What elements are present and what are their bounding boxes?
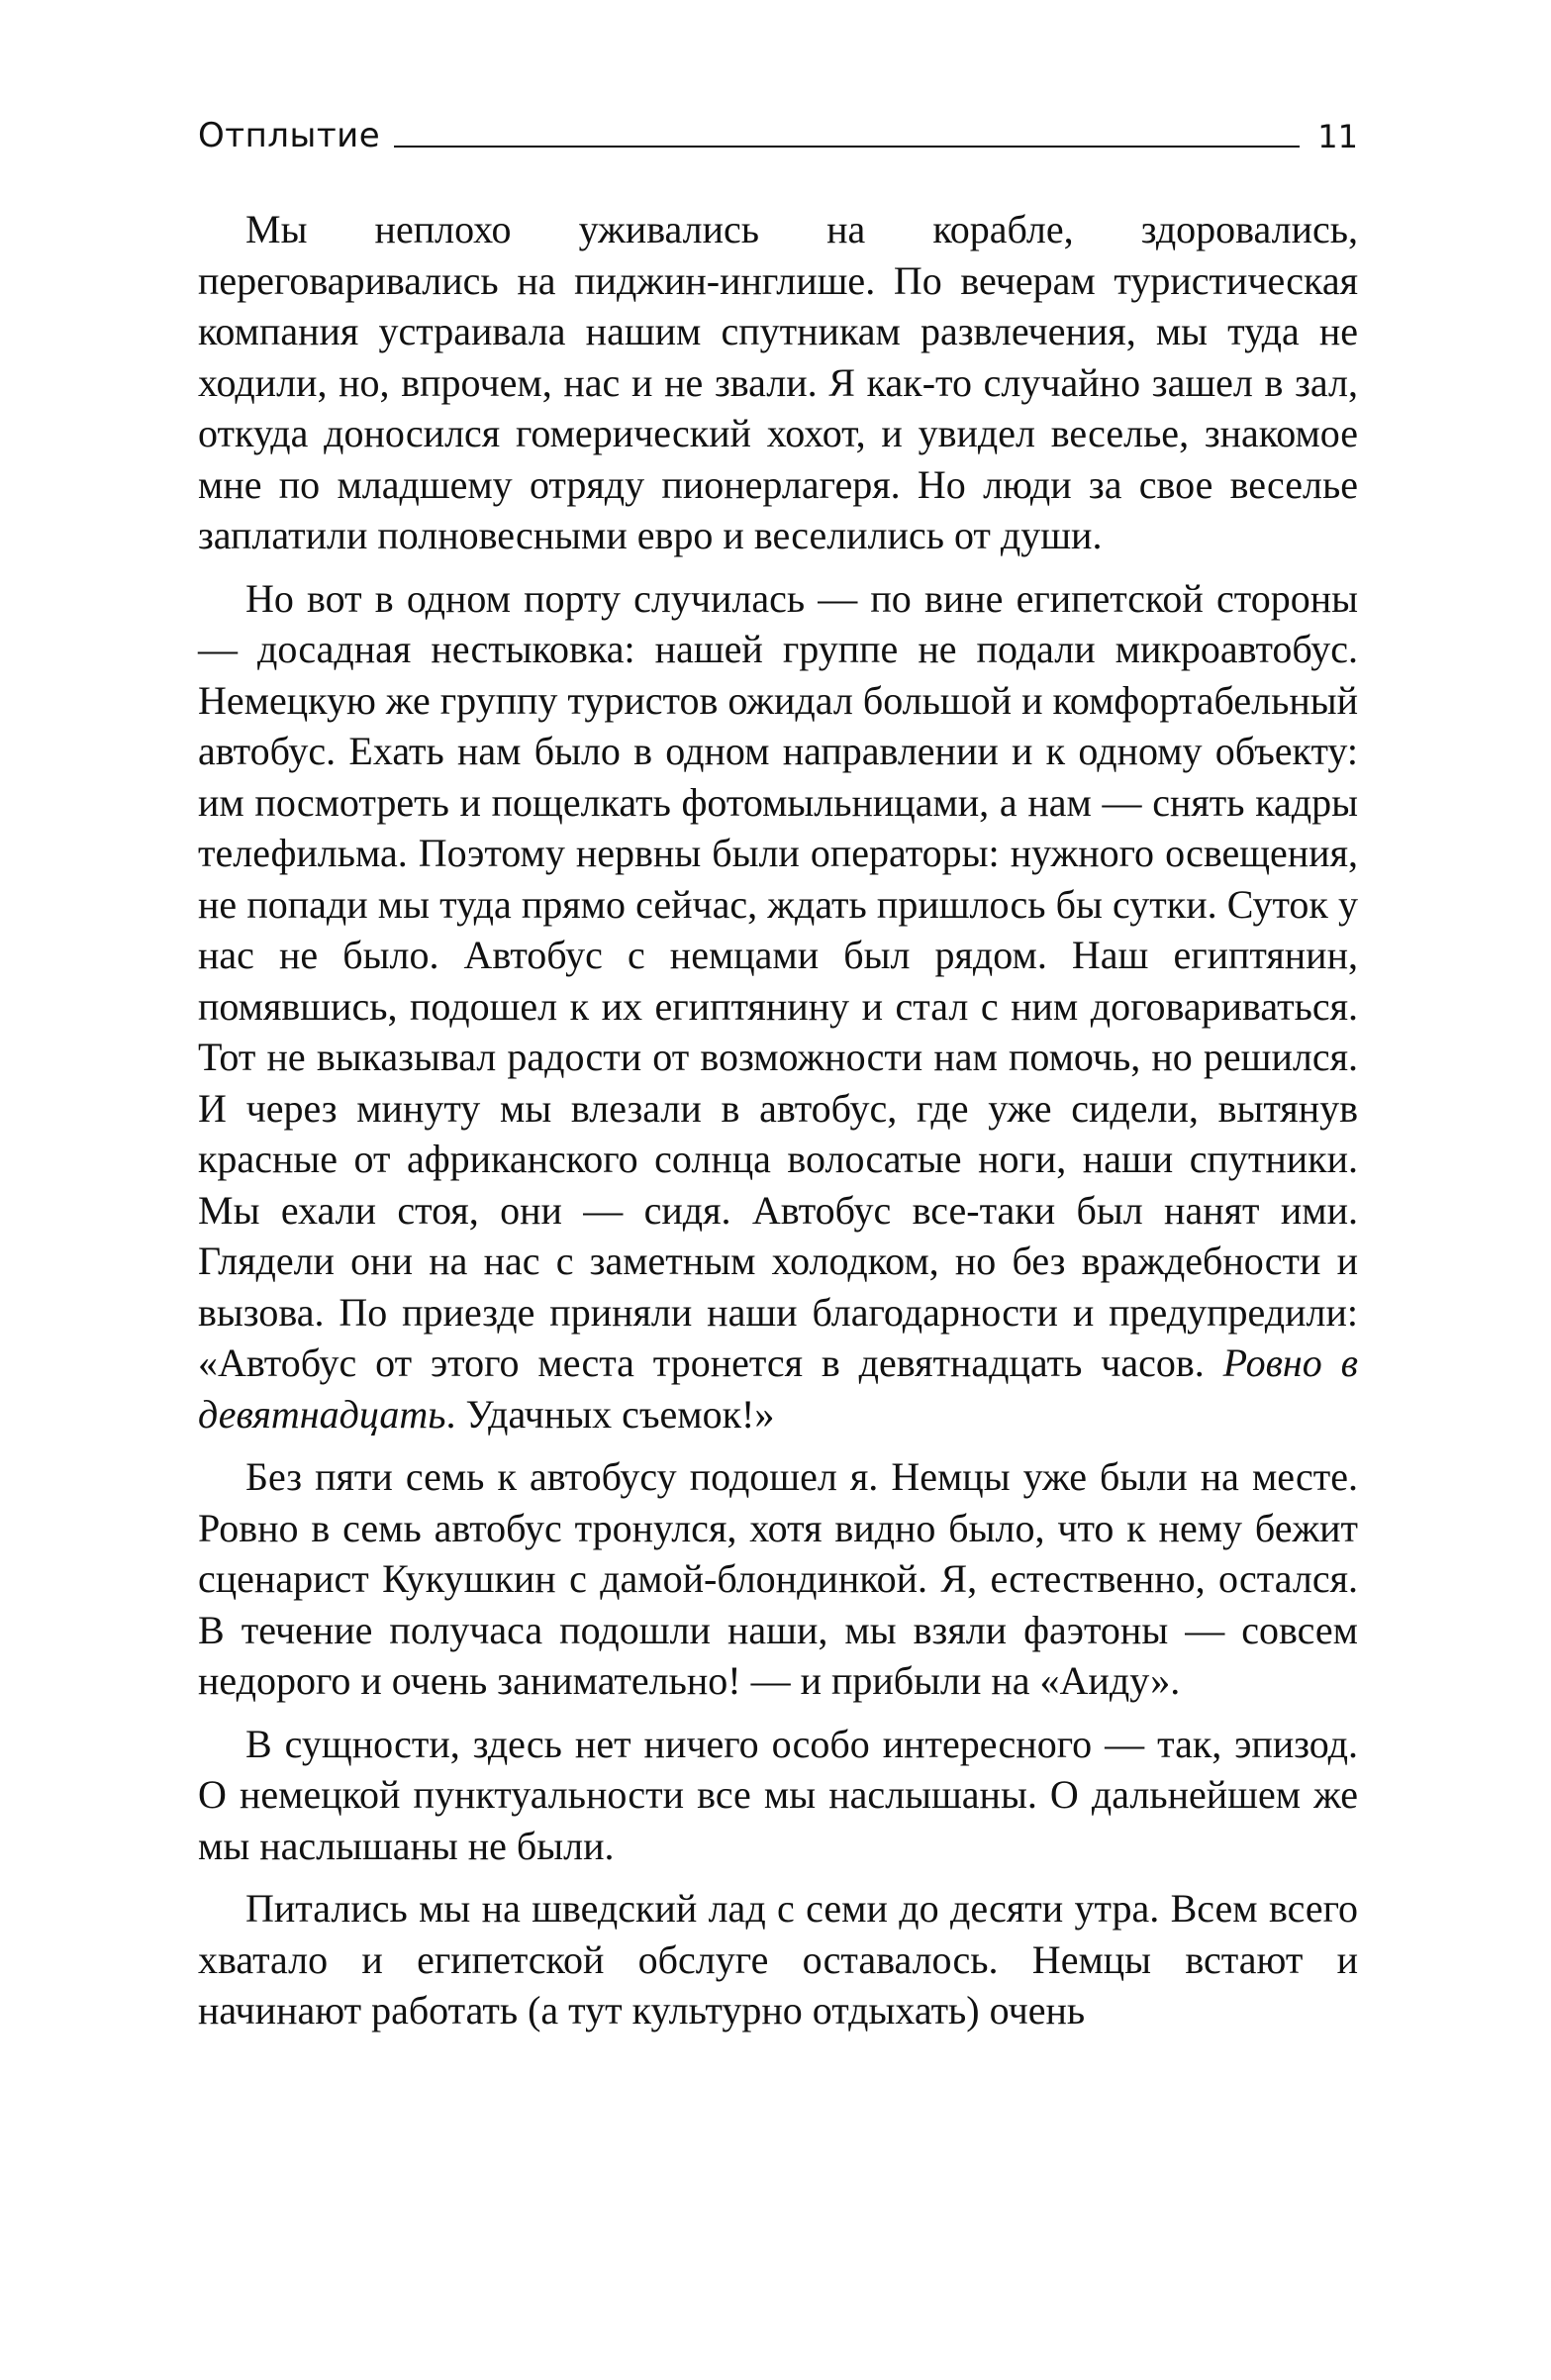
text-run: Но вот в одном порту случилась — по вине египетской стороны — досадная нестыковка: нашей группе не подали микроавтобус. Немецкую же группу туристов ожидал большой и комфортабельный автобус. Ехать нам было в одном направлении и к одному объекту: им посмотреть и пощелкать фотомыльницами, а нам — снять кадры телефильма. Поэтому нервны были операторы: нужного освещения, не попади мы туда прямо сейчас, ждать пришлось бы сутки. Суток у нас не было. Автобус с немцами был рядом. Наш египтянин, помявшись, подошел к их египтянину и стал с ним договариваться. Тот не выказывал радости от возможности нам помочь, но решился. И через минуту мы влезали в автобус, где уже сидели, вытянув красные от африканского солнца волосатые ноги, наши спутники. Мы ехали стоя, они — сидя. Автобус все-таки был нанят ими. Глядели они на нас с заметным холодком, но без враждебности и вызова. По приезде приняли наши благодарности и предупредили: «Автобус от этого места тронется в девятнадцать часов. <box>198 575 1359 1385</box>
body-text <box>198 204 1358 2036</box>
text-run: Мы неплохо уживались на корабле, здоровались, переговаривались на пиджин-инглише. По вечерам туристическая компания устраивала нашим спутникам развлечения, мы туда не ходили, но, впрочем, нас и не звали. Я как-то случайно зашел в зал, откуда доносился гомерический хохот, и увидел веселье, знакомое мне по младшему отряду пионерлагеря. Но люди за свое веселье заплатили полновесными евро и веселились от души. <box>198 207 1358 557</box>
header-rule <box>394 146 1300 148</box>
paragraph <box>198 1719 1358 1872</box>
text-run: В сущности, здесь нет ничего особо интересного — так, эпизод. О немецкой пунктуальности все мы наслышаны. О дальнейшем же мы наслышаны не были. <box>198 1721 1358 1868</box>
text-run: . Удачных съемок!» <box>445 1391 775 1437</box>
text-run: Без пяти семь к автобусу подошел я. Немцы уже были на месте. Ровно в семь автобус тронулся, хотя видно было, что к нему бежит сценарист Кукушкин с дамой-блондинкой. Я, естественно, остался. В течение получаса подошли наши, мы взяли фаэтоны — совсем недорого и очень занимательно! — и прибыли на «Аиду». <box>198 1454 1358 1703</box>
italic-text-run: Ровно в девятнадцать <box>198 1340 1358 1437</box>
paragraph <box>198 204 1358 561</box>
paragraph <box>198 1883 1358 2036</box>
text-run: Питались мы на шведский лад с семи до десяти утра. Всем всего хватало и египетской обслуге оставалось. Немцы встают и начинают работать (а тут культурно отдыхать) очень <box>198 1886 1358 2033</box>
running-head <box>198 103 1358 155</box>
paragraph <box>198 1451 1358 1707</box>
page-number: 11 <box>1317 118 1358 155</box>
section-title: Отплытие <box>198 116 381 155</box>
paragraph <box>198 573 1358 1440</box>
